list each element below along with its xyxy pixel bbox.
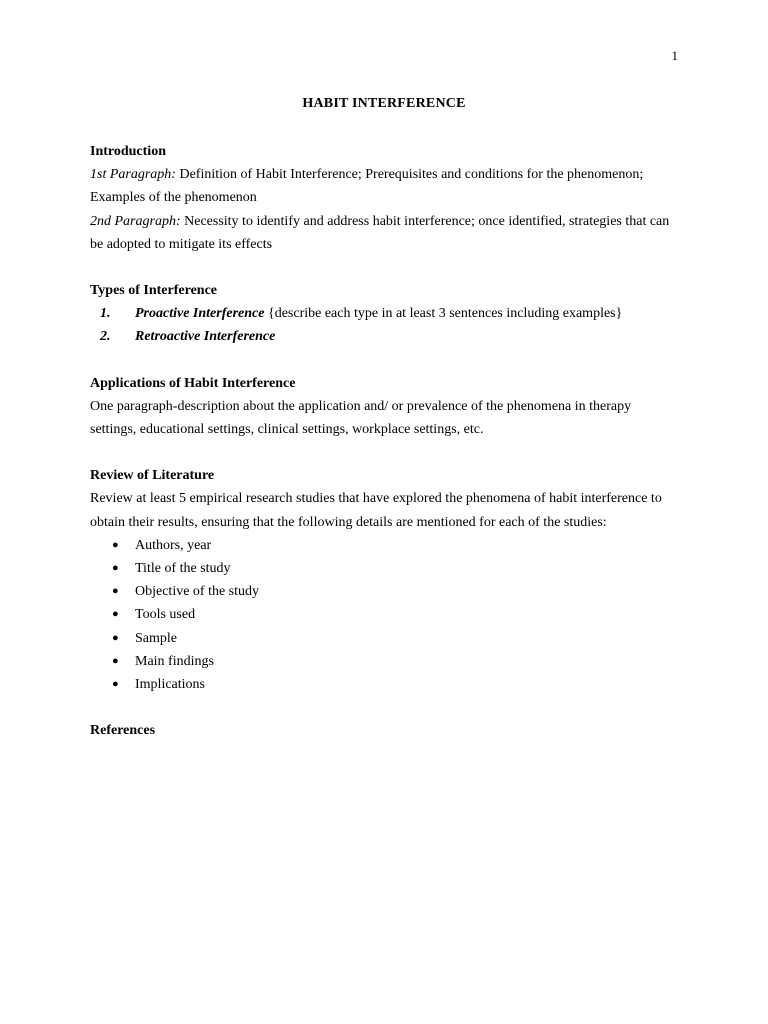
document-body	[90, 140, 680, 742]
bullet-icon: ●	[112, 562, 119, 575]
intro-paragraph-1-text: Definition of Habit Interference; Prerequisites and conditions for the phenomenon; Examples of the phenomenon	[90, 167, 644, 206]
list-item	[90, 325, 680, 348]
list-item-text: Title of the study	[135, 561, 231, 577]
list-item	[90, 302, 680, 325]
review-paragraph: Review at least 5 empirical research studies that have explored the phenomena of habit interference to obtain their results, ensuring that the following details are mentioned for each of the studies:	[90, 491, 662, 530]
review-heading: Review of Literature	[90, 468, 215, 484]
document-title: HABIT INTERFERENCE	[302, 96, 466, 111]
list-item-note: {describe each type in at least 3 sentences including examples}	[264, 306, 623, 322]
bullet-icon: ●	[112, 608, 119, 621]
list-item	[90, 650, 680, 673]
list-item-title: Retroactive Interference	[135, 329, 276, 345]
intro-paragraph-2-text: Necessity to identify and address habit interference; once identified, strategies that can be adopted to mitigate its effects	[90, 213, 670, 252]
list-item	[90, 673, 680, 696]
references-heading: References	[90, 723, 156, 739]
list-item-number: 2.	[100, 329, 111, 345]
bullet-icon: ●	[112, 538, 119, 551]
list-item-text: Authors, year	[135, 537, 212, 553]
intro-paragraph-2	[90, 210, 680, 256]
list-item-text: Main findings	[135, 653, 214, 669]
list-item-text: Sample	[135, 630, 177, 646]
list-item	[90, 534, 680, 557]
list-item-text: Tools used	[135, 607, 196, 623]
intro-paragraph-1	[90, 163, 680, 209]
list-item-text: Objective of the study	[135, 584, 260, 600]
list-item	[90, 557, 680, 580]
list-item	[90, 603, 680, 626]
introduction-heading: Introduction	[90, 144, 166, 159]
list-item	[90, 627, 680, 650]
bullet-icon: ●	[112, 631, 119, 644]
list-item	[90, 580, 680, 603]
list-item-text: Implications	[135, 677, 205, 693]
page-number: 1	[671, 48, 678, 63]
types-list	[90, 302, 680, 348]
bullet-icon: ●	[112, 585, 119, 598]
list-item-title: Proactive Interference	[135, 306, 265, 322]
bullet-icon: ●	[112, 654, 119, 667]
applications-heading: Applications of Habit Interference	[90, 375, 296, 391]
intro-paragraph-1-label: 1st Paragraph:	[90, 167, 176, 183]
review-details-list	[90, 534, 680, 696]
types-heading: Types of Interference	[90, 283, 217, 299]
bullet-icon: ●	[112, 678, 119, 691]
list-item-number: 1.	[100, 306, 111, 322]
applications-paragraph: One paragraph-description about the application and/ or prevalence of the phenomena in therapy settings, educational settings, clinical settings, workplace settings, etc.	[90, 398, 632, 438]
intro-paragraph-2-label: 2nd Paragraph:	[90, 213, 181, 229]
